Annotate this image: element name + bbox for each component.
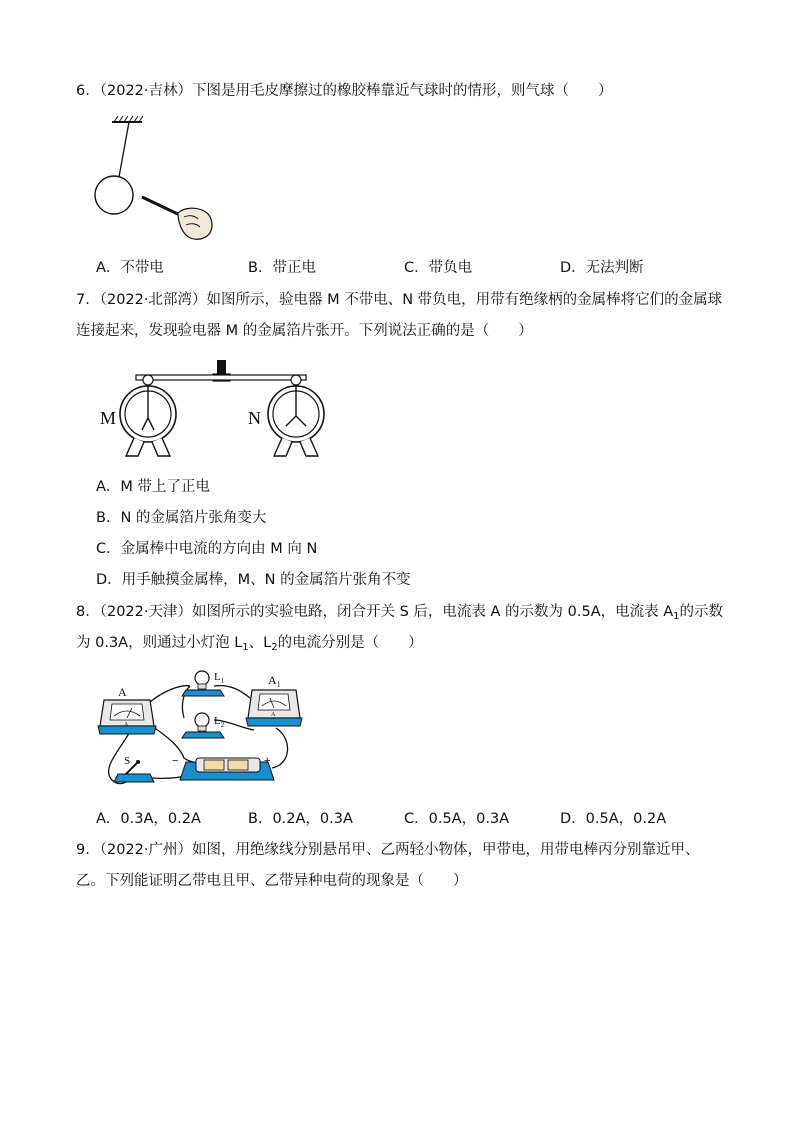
metal-rod <box>136 375 306 380</box>
ammeter-a-dial-label: A <box>124 722 129 728</box>
q8-option-a: A．0.3A，0.2A <box>96 811 201 827</box>
electroscope-m <box>120 375 176 456</box>
ammeter-a <box>98 700 156 734</box>
q7-option-c: C．金属棒中电流的方向由 M 向 N <box>96 541 318 557</box>
q8-stem-a-tail: 的示数 <box>679 604 724 620</box>
q8-stem-line1 <box>76 602 723 627</box>
electroscope-n <box>268 375 324 456</box>
ammeter-a1-dial-label: A <box>271 712 276 718</box>
ammeter-a1 <box>246 690 302 726</box>
q7-stem-line1: 7．（2022·北部湾）如图所示，验电器 M 不带电、N 带负电，用带有绝缘柄的金属棒将它们的金属球 <box>76 292 723 308</box>
q6-option-c: C．带负电 <box>404 260 473 276</box>
hanging-thread <box>119 122 129 177</box>
q9-stem-line2: 乙。下列能证明乙带电且甲、乙带异种电荷的现象是（ ） <box>76 873 468 889</box>
q8-option-d: D．0.5A，0.2A <box>560 811 667 827</box>
q8-stem-b-sub2: 2 <box>271 642 278 653</box>
q7-stem-line2: 连接起来，发现验电器 M 的金属箔片张开。下列说法正确的是（ ） <box>76 323 533 339</box>
q6-option-b: B．带正电 <box>248 260 316 276</box>
label-m: M <box>100 408 117 428</box>
q8-stem-a: 8．（2022·天津）如图所示的实验电路，闭合开关 S 后，电流表 A 的示数为 0.5A，电流表 A <box>76 604 674 620</box>
switch-label: S <box>124 755 131 767</box>
q8-stem-line2 <box>76 633 423 658</box>
q7-option-a: A．M 带上了正电 <box>96 479 211 495</box>
q8-stem-b-mid: 、L <box>248 635 272 651</box>
q7-option-d: D．用手触摸金属棒，M、N 的金属箔片张角不变 <box>96 572 411 588</box>
q6-option-a: A．不带电 <box>96 260 164 276</box>
q6-option-d: D．无法判断 <box>560 260 644 276</box>
battery <box>180 758 274 780</box>
battery-minus: − <box>172 755 179 767</box>
ammeter-a1-label: $A_1$ <box>268 673 281 689</box>
q9-stem-line1: 9．（2022·广州）如图，用绝缘线分别悬吊甲、乙两轻小物体，甲带电，用带电棒丙分别靠近甲、 <box>76 842 700 858</box>
bulb-l1-label: $L_1$ <box>214 671 225 685</box>
q8-figure-circuit <box>92 668 314 794</box>
q8-stem-b-tail: 的电流分别是（ ） <box>277 635 423 651</box>
q8-stem-a-sub: 1 <box>673 611 680 622</box>
q6-stem: 6．（2022·吉林）下图是用毛皮摩擦过的橡胶棒靠近气球时的情形，则气球（ ） <box>76 83 613 99</box>
q8-option-b: B．0.2A，0.3A <box>248 811 353 827</box>
q7-figure-electroscopes <box>96 358 340 462</box>
q6-figure-balloon-rod <box>92 113 242 245</box>
q7-option-b: B．N 的金属箔片张角变大 <box>96 510 267 526</box>
switch-s <box>114 760 154 782</box>
label-n: N <box>248 408 261 428</box>
battery-plus: + <box>264 755 271 767</box>
bulb-l2-label: $L_2$ <box>214 715 225 729</box>
q8-option-c: C．0.5A，0.3A <box>404 811 510 827</box>
balloon <box>95 176 133 214</box>
ammeter-a-label: A <box>118 685 127 699</box>
q8-stem-b-sub1: 1 <box>242 642 249 653</box>
q8-stem-b: 为 0.3A，则通过小灯泡 L <box>76 635 243 651</box>
